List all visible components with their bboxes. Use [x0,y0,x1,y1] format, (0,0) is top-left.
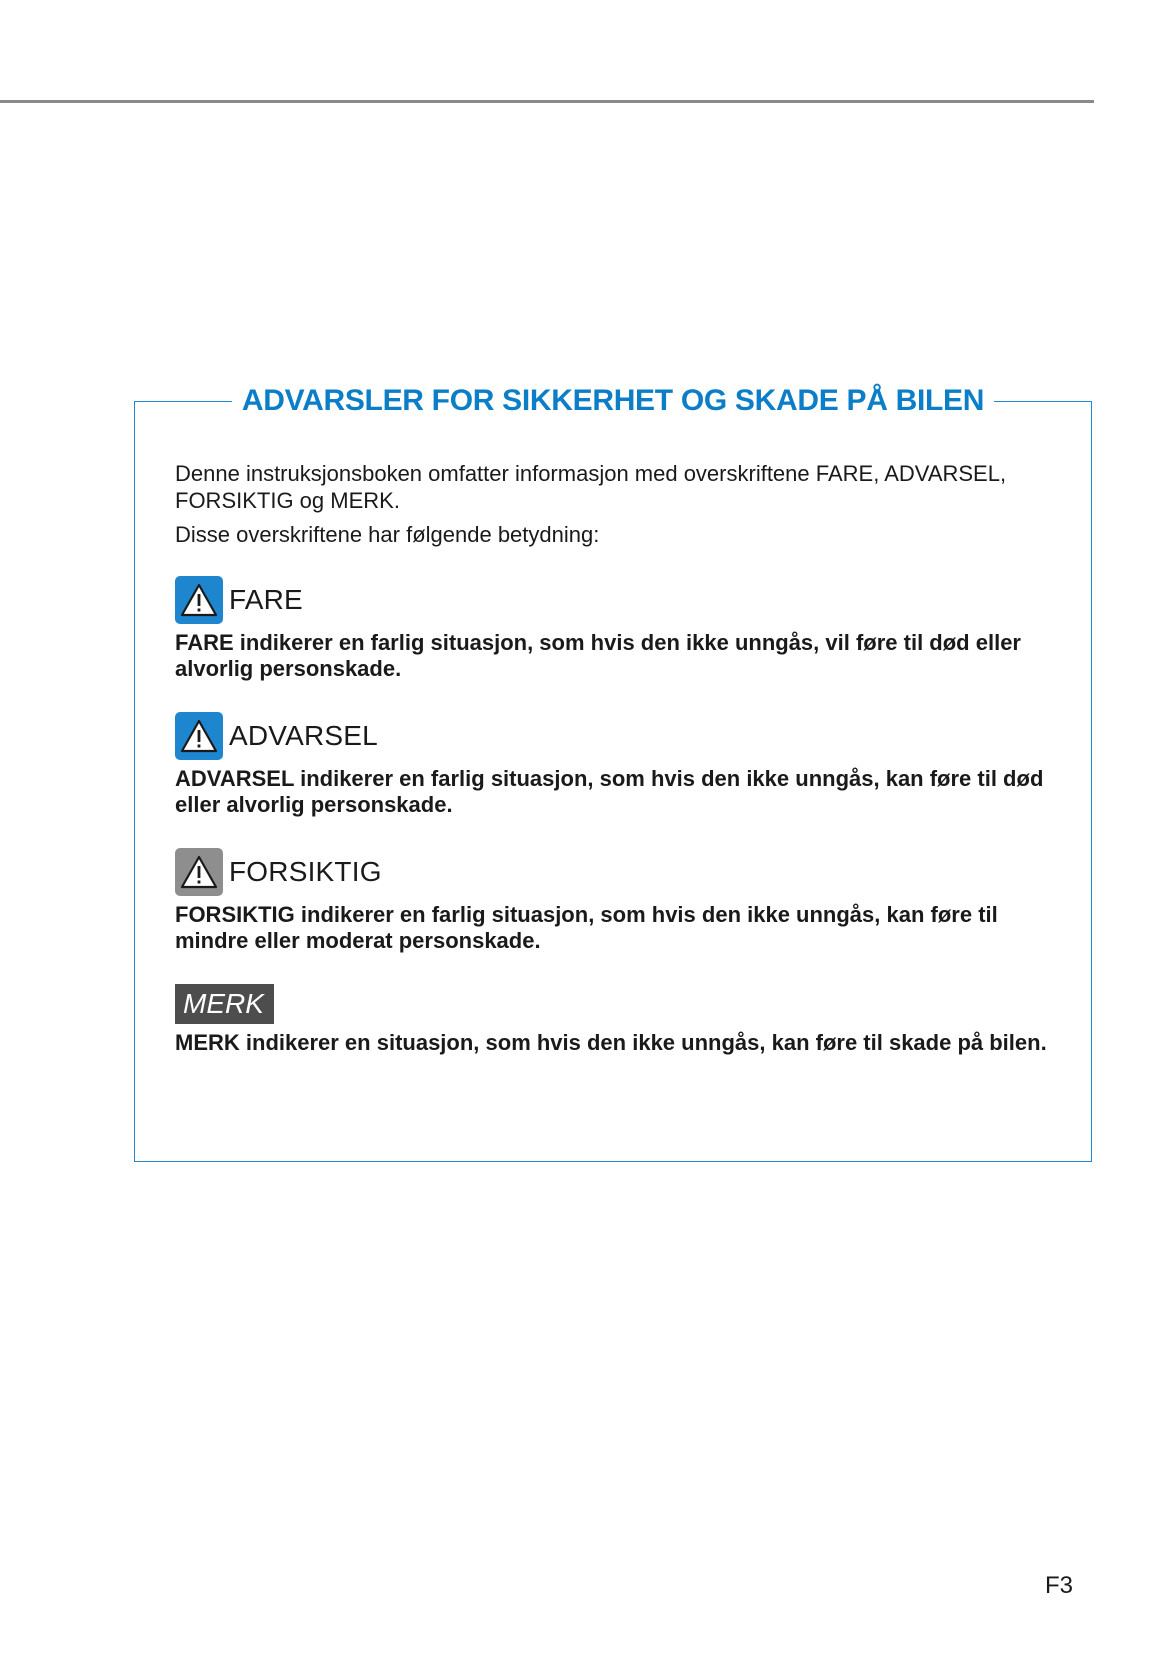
intro-subparagraph: Disse overskriftene har følgende betydning: [175,522,600,547]
section-description: FARE indikerer en farlig situasjon, som hvis den ikke unngås, vil føre til død eller alvorlig personskade. [175,630,1021,681]
section-fare [175,576,1055,682]
box-content [175,460,1055,1056]
safety-warnings-box [134,384,1092,1162]
section-description: ADVARSEL indikerer en farlig situasjon, som hvis den ikke unngås, kan føre til død eller alvorlig personskade. [175,766,1044,817]
top-rule [0,100,1094,103]
section-label: ADVARSEL [229,720,378,751]
warning-triangle-icon [175,712,223,760]
section-merk [175,984,1055,1056]
warning-triangle-icon [175,576,223,624]
warning-triangle-icon [175,848,223,896]
section-label: FORSIKTIG [229,856,382,887]
section-label: FARE [229,584,303,615]
page-number: F3 [1044,1572,1073,1599]
note-description: MERK indikerer en situasjon, som hvis den ikke unngås, kan føre til skade på bilen. [175,1030,1047,1055]
intro-paragraph: Denne instruksjonsboken omfatter informasjon med overskriftene FARE, ADVARSEL, FORSIKTIG og MERK. [175,461,1007,513]
section-heading [175,848,1055,896]
section-forsiktig [175,848,1055,954]
section-description: FORSIKTIG indikerer en farlig situasjon, som hvis den ikke unngås, kan føre til mindre eller moderat personskade. [175,902,998,953]
section-heading [175,576,1055,624]
section-advarsel [175,712,1055,818]
section-heading [175,712,1055,760]
box-title: ADVARSLER FOR SIKKERHET OG SKADE PÅ BILEN [232,382,994,420]
note-tag: MERK [175,984,274,1024]
